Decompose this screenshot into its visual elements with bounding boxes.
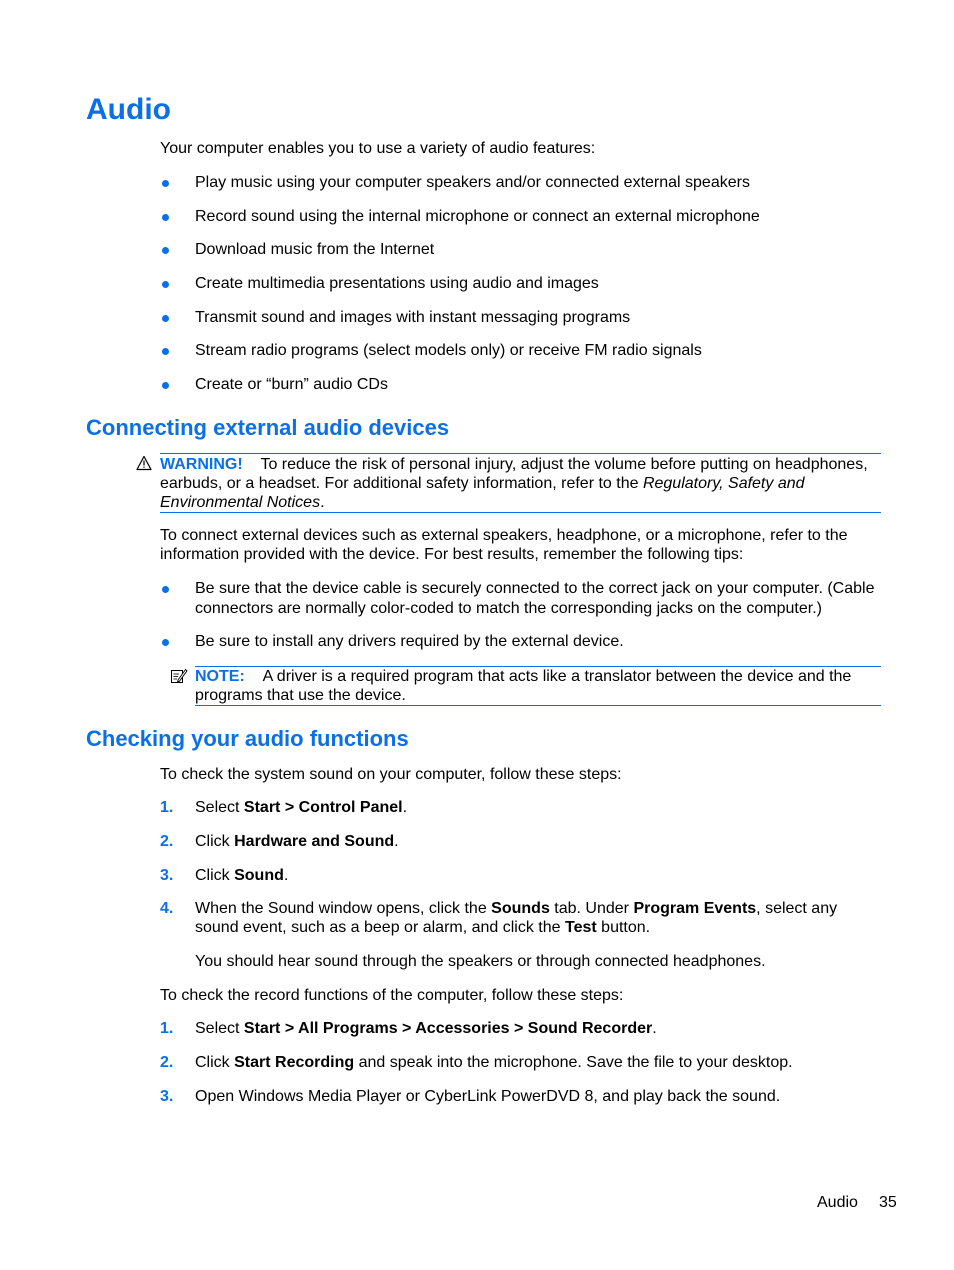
- check-intro-text: To check the system sound on your computer, follow these steps:: [160, 766, 622, 783]
- list-item-text: Download music from the Internet: [195, 241, 435, 258]
- list-item-text: Record sound using the internal microphone or connect an external microphone: [195, 208, 760, 225]
- warning-text: WARNING! To reduce the risk of personal injury, adjust the volume before putting on headphones, earbuds, or a headset. For additional safety information, refer to the Regulatory, Safety and Environmental Notices.: [160, 456, 868, 511]
- step-text: When the Sound window opens, click the Sounds tab. Under Program Events, select any sound event, such as a beep or alarm, and click the Test button.: [195, 900, 838, 936]
- step-text: Select Start > Control Panel.: [195, 799, 408, 816]
- list-item-text: Create or “burn” audio CDs: [195, 376, 388, 393]
- warning-body: To reduce the risk of personal injury, adjust the volume before putting on headphones, earbuds, or a headset. For additional safety information, refer to the: [160, 456, 868, 492]
- list-item-text: Create multimedia presentations using audio and images: [195, 275, 599, 292]
- note-body: A driver is a required program that acts like a translator between the device and the programs that use the device.: [195, 668, 852, 704]
- step-result-text: You should hear sound through the speakers or through connected headphones.: [195, 953, 766, 970]
- warning-box: [160, 453, 881, 513]
- step-text: Select Start > All Programs > Accessories > Sound Recorder.: [195, 1020, 657, 1037]
- step-text: Open Windows Media Player or CyberLink PowerDVD 8, and play back the sound.: [195, 1088, 781, 1105]
- connect-paragraph: To connect external devices such as external speakers, headphone, or a microphone, refer to the information provided with the device. For best results, remember the following tips:: [160, 527, 848, 563]
- bullet-icon: [162, 382, 169, 389]
- list-item-text: Transmit sound and images with instant messaging programs: [195, 309, 631, 326]
- note-icon: [170, 667, 188, 685]
- bullet-icon: [162, 348, 169, 355]
- warning-icon: [136, 455, 152, 471]
- intro-text: Your computer enables you to use a variety of audio features:: [160, 140, 596, 157]
- warning-reference: Regulatory, Safety and Environmental Notices: [160, 475, 805, 511]
- bullet-icon: [162, 586, 169, 593]
- note-label: NOTE:: [195, 668, 245, 685]
- section-heading-connecting: Connecting external audio devices: [86, 415, 450, 440]
- step-number: 2.: [160, 1054, 174, 1071]
- step-text: Click Sound.: [195, 867, 289, 884]
- footer-page-number: 35: [879, 1194, 897, 1211]
- step-number: 3.: [160, 1088, 174, 1105]
- list-item-text: Be sure to install any drivers required by the external device.: [195, 633, 624, 650]
- note-text: [195, 667, 881, 705]
- warning-label: WARNING!: [160, 456, 243, 473]
- step-number: 3.: [160, 867, 174, 884]
- record-intro-text: To check the record functions of the computer, follow these steps:: [160, 987, 624, 1004]
- step-text: Click Start Recording and speak into the microphone. Save the file to your desktop.: [195, 1054, 793, 1071]
- bullet-icon: [162, 639, 169, 646]
- step-number: 4.: [160, 900, 174, 917]
- bullet-icon: [162, 214, 169, 221]
- footer-section-name: Audio: [817, 1194, 858, 1211]
- bullet-icon: [162, 180, 169, 187]
- bullet-icon: [162, 247, 169, 254]
- list-item-text: Stream radio programs (select models only) or receive FM radio signals: [195, 342, 702, 359]
- step-number: 1.: [160, 1020, 174, 1037]
- section-heading-checking: Checking your audio functions: [86, 726, 409, 751]
- step-text: Click Hardware and Sound.: [195, 833, 399, 850]
- step-number: 1.: [160, 799, 174, 816]
- bullet-icon: [162, 281, 169, 288]
- list-item-text: Play music using your computer speakers and/or connected external speakers: [195, 174, 750, 191]
- note-box: [195, 666, 881, 706]
- step-number: 2.: [160, 833, 174, 850]
- bullet-icon: [162, 315, 169, 322]
- list-item-text: Be sure that the device cable is securely connected to the correct jack on your computer. (Cable connectors are normally color-coded to match the corresponding jacks on the computer.): [195, 580, 875, 617]
- page-title: Audio: [86, 93, 171, 126]
